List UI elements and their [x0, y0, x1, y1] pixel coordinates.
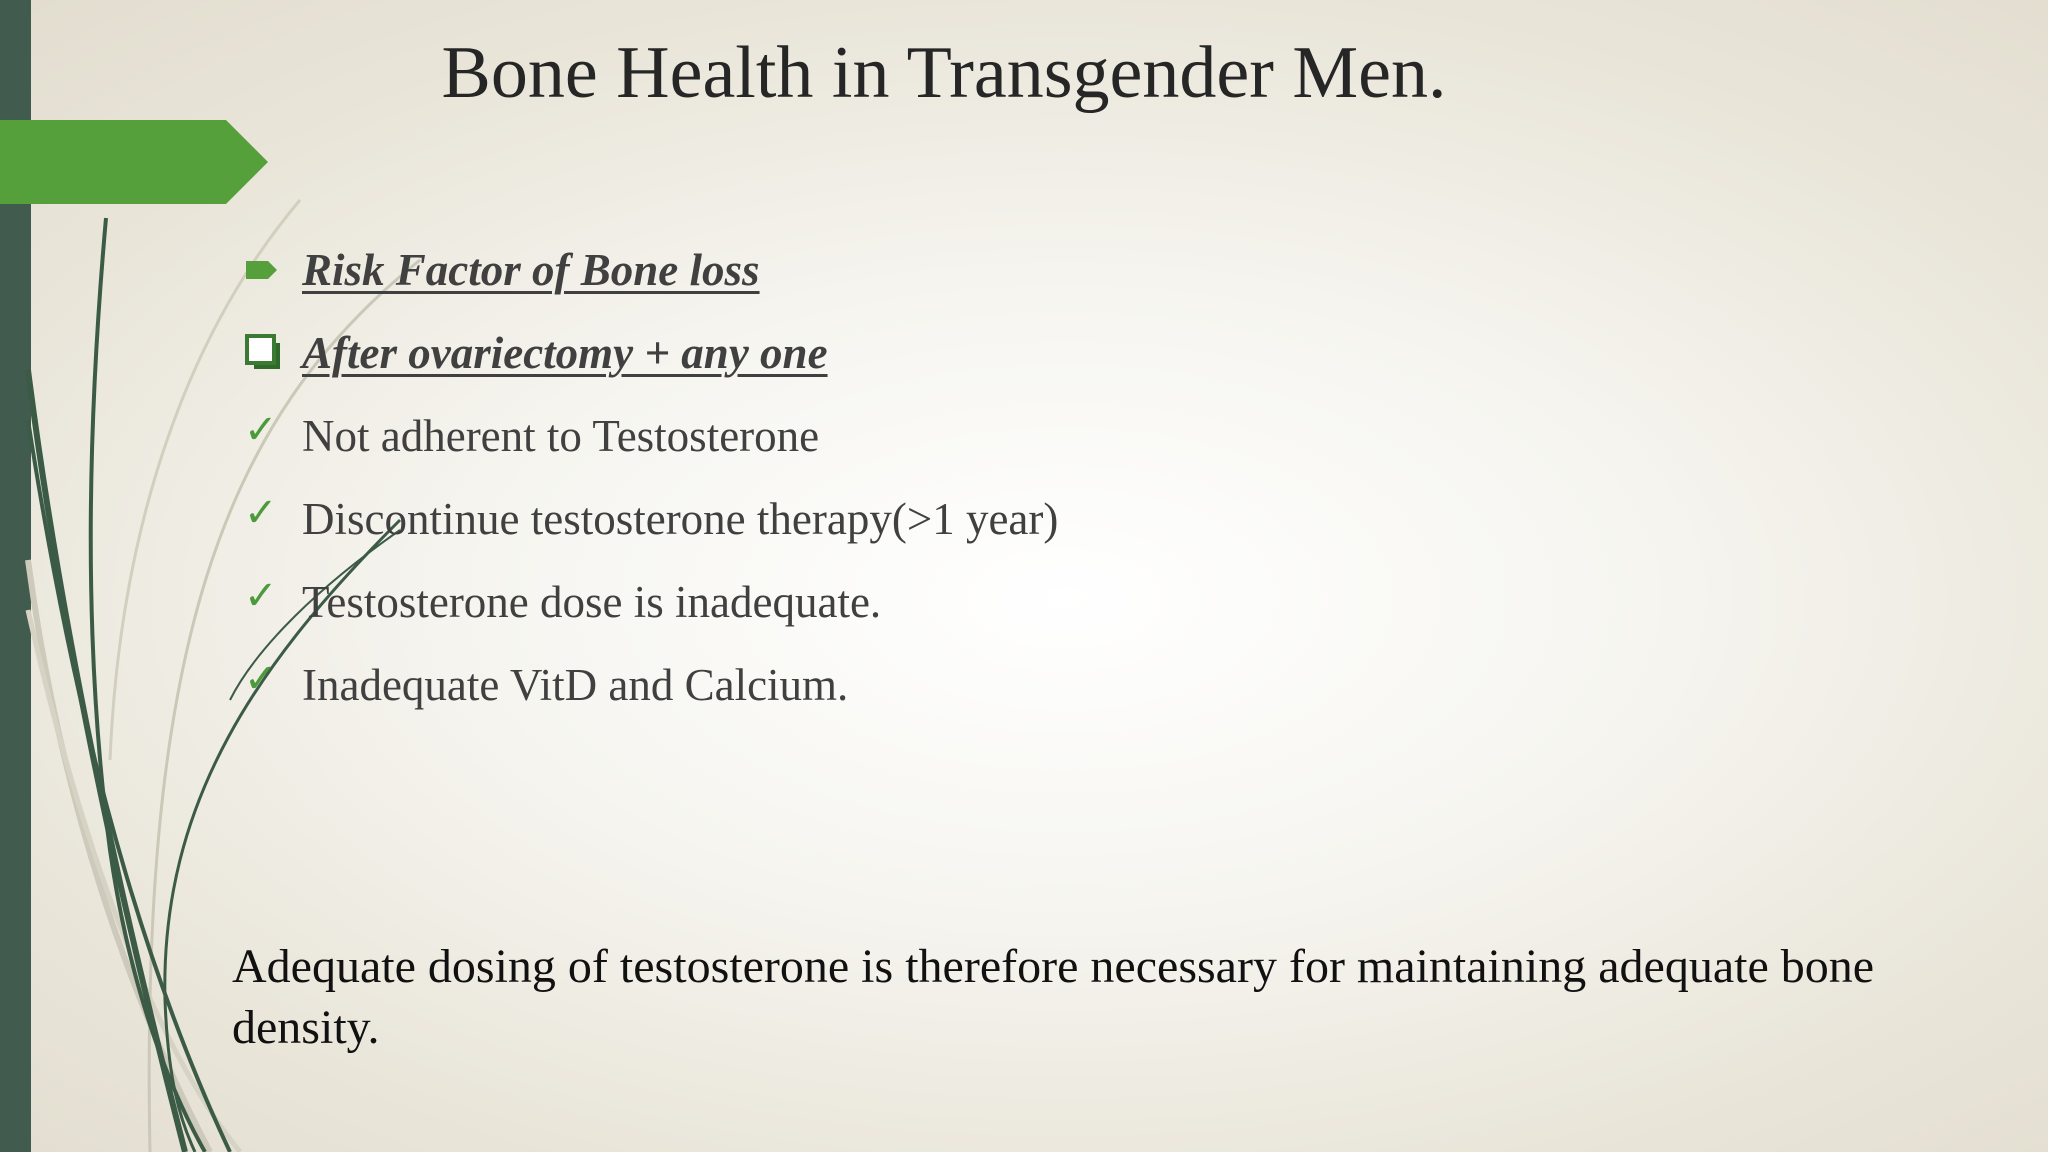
check-glyph: ✓ [244, 655, 278, 702]
bullet-item [244, 311, 1744, 394]
bullet-subheading: After ovariectomy + any one [302, 327, 828, 378]
conclusion-text: Adequate dosing of testosterone is therefore necessary for maintaining adequate bone density. [232, 940, 1875, 1054]
checkmark-icon [244, 572, 302, 632]
bullet-item [244, 643, 1744, 726]
check-glyph: ✓ [244, 406, 278, 453]
bullet-list [244, 228, 1744, 726]
bullet-text: Not adherent to Testosterone [302, 410, 820, 461]
checkmark-icon [244, 655, 302, 715]
bullet-item [244, 560, 1744, 643]
checkmark-icon [244, 406, 302, 466]
bullet-item [244, 477, 1744, 560]
bullet-text: Inadequate VitD and Calcium. [302, 659, 849, 710]
check-glyph: ✓ [244, 572, 278, 619]
dark-curve-2 [28, 370, 185, 1152]
green-arrow-banner [0, 120, 268, 204]
bullet-text: Discontinue testosterone therapy(>1 year) [302, 493, 1059, 544]
checkmark-icon [244, 489, 302, 549]
light-curve-2 [28, 610, 240, 1152]
bullet-item [244, 394, 1744, 477]
dark-curve-3 [28, 420, 230, 1152]
check-glyph: ✓ [244, 489, 278, 536]
bullet-item [244, 228, 1744, 311]
bullet-heading: Risk Factor of Bone loss [302, 244, 760, 295]
bullet-text: Testosterone dose is inadequate. [302, 576, 882, 627]
arrow-bullet-icon [244, 240, 302, 300]
slide-title: Bone Health in Transgender Men. [441, 32, 1447, 114]
checkbox-bullet-icon [244, 323, 302, 383]
